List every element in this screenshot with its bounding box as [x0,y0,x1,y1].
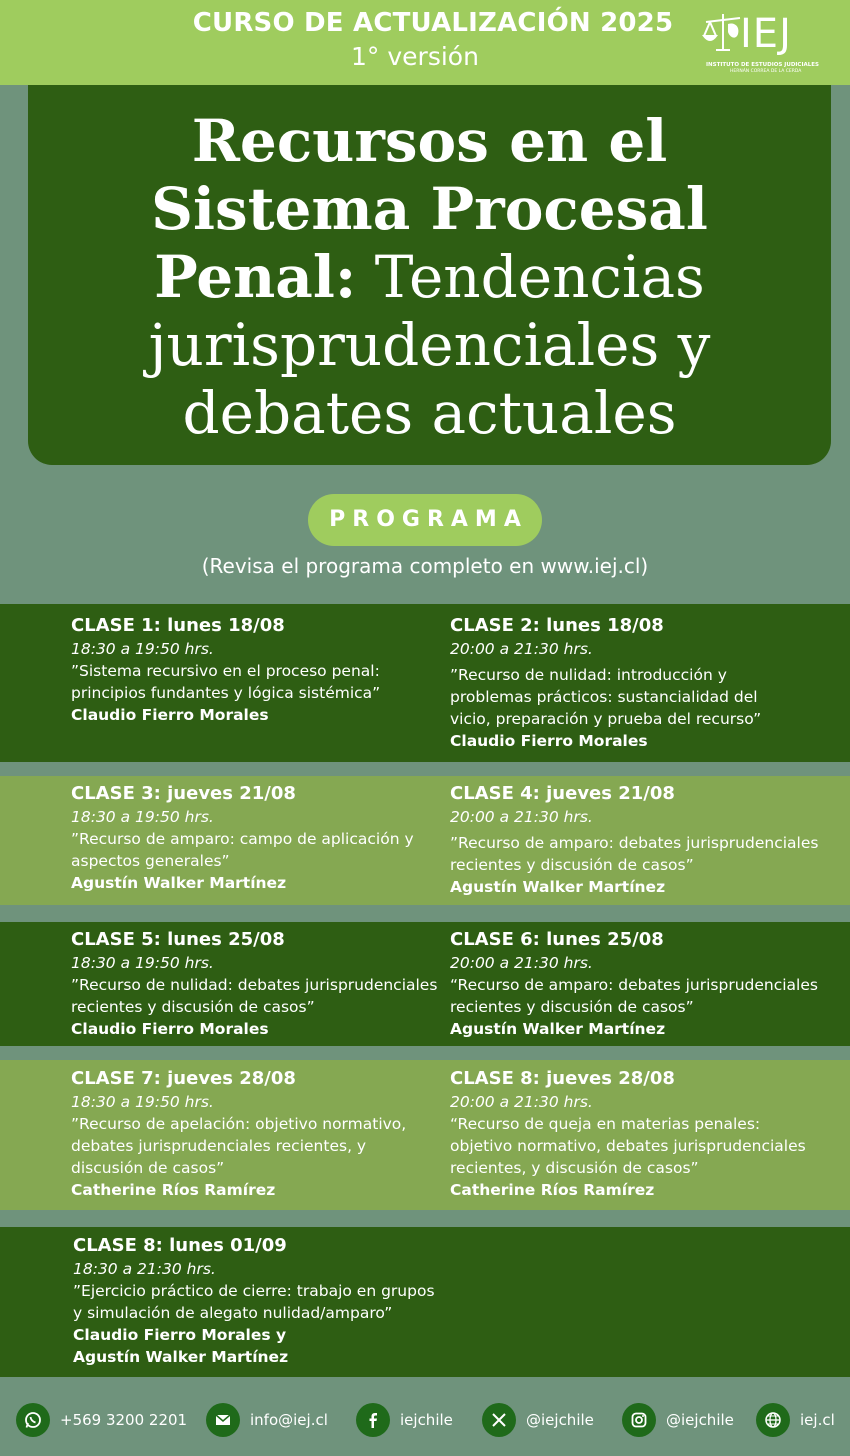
facebook-icon [356,1403,390,1437]
class-entry [71,614,441,726]
whatsapp-number: +569 3200 2201 [60,1411,188,1429]
class-entry [450,614,845,752]
email-address: info@iej.cl [250,1411,328,1429]
website-contact[interactable] [756,1390,835,1450]
class-entry [450,1067,845,1201]
class-description: ”Recurso de nulidad: introducción y problemas prácticos: sustancialidad del vicio, preparación y prueba del recurso” [450,666,762,728]
class-time: 20:00 a 21:30 hrs. [450,1093,593,1111]
hero-title-block [28,85,831,465]
programa-badge: PROGRAMA [308,494,542,546]
class-speaker: Catherine Ríos Ramírez [450,1181,655,1199]
class-time: 20:00 a 21:30 hrs. [450,640,593,658]
class-entry [450,928,845,1040]
title-line-2: Sistema Procesal [151,175,708,243]
program-link-note: (Revisa el programa completo en www.iej.cl) [201,554,649,578]
class-speaker: Agustín Walker Martínez [71,874,287,892]
class-entry [71,928,441,1040]
class-heading: CLASE 3: jueves 21/08 [71,783,296,804]
instagram-handle: @iejchile [666,1411,734,1429]
facebook-handle: iejchile [400,1411,453,1429]
whatsapp-contact[interactable] [16,1390,187,1450]
class-speaker: Claudio Fierro Morales [450,732,648,750]
class-description: ”Recurso de apelación: objetivo normativo, debates jurisprudenciales recientes, y discusión de casos” [71,1115,407,1177]
globe-icon [756,1403,790,1437]
class-entry [450,782,845,898]
whatsapp-icon [16,1403,50,1437]
facebook-contact[interactable] [356,1390,453,1450]
class-description: ”Ejercicio práctico de cierre: trabajo en grupos y simulación de alegato nulidad/amparo” [73,1282,435,1322]
class-heading: CLASE 8: jueves 28/08 [450,1068,675,1089]
title-line-1: Recursos en el [191,107,668,175]
class-entry [71,1067,441,1201]
title-line-5: debates actuales [182,379,677,447]
class-time: 20:00 a 21:30 hrs. [450,954,593,972]
class-description: ”Recurso de nulidad: debates jurisprudenciales recientes y discusión de casos” [71,976,438,1016]
class-description: “Recurso de amparo: debates jurisprudenciales recientes y discusión de casos” [450,976,818,1016]
class-time: 18:30 a 19:50 hrs. [71,1093,214,1111]
class-heading: CLASE 7: jueves 28/08 [71,1068,296,1089]
class-speaker: Catherine Ríos Ramírez [71,1181,276,1199]
title-line-3-rest: Tendencias [356,243,705,311]
logo-dedication: HERNÁN CORREA DE LA CERDA [730,69,802,74]
contact-footer [0,1390,850,1450]
page-title [28,107,831,447]
x-contact[interactable] [482,1390,594,1450]
class-speaker: Claudio Fierro Morales [71,706,269,724]
class-heading: CLASE 1: lunes 18/08 [71,615,285,636]
mail-icon [206,1403,240,1437]
course-title: CURSO DE ACTUALIZACIÓN 2025 [192,8,674,38]
class-time: 18:30 a 19:50 hrs. [71,640,214,658]
instagram-icon [622,1403,656,1437]
class-description: ”Recurso de amparo: campo de aplicación y aspectos generales” [71,830,414,870]
class-entry [71,782,441,894]
course-version: 1° versión [351,42,479,71]
class-speaker: Claudio Fierro Morales y Agustín Walker Martínez [73,1326,289,1366]
class-heading: CLASE 5: lunes 25/08 [71,929,285,950]
class-description: “Recurso de queja en materias penales: objetivo normativo, debates jurisprudenciales recientes, y discusión de casos” [450,1115,806,1177]
class-heading: CLASE 6: lunes 25/08 [450,929,664,950]
class-entry [73,1234,473,1368]
website-url: iej.cl [800,1411,835,1429]
top-banner [0,0,850,85]
instagram-contact[interactable] [622,1390,734,1450]
title-line-4: jurisprudenciales y [148,311,711,379]
class-heading: CLASE 8: lunes 01/09 [73,1235,287,1256]
class-heading: CLASE 2: lunes 18/08 [450,615,664,636]
logo-wordmark: IEJ [740,11,792,57]
class-description: ”Sistema recursivo en el proceso penal: principios fundantes y lógica sistémica” [71,662,381,702]
x-icon [482,1403,516,1437]
class-time: 20:00 a 21:30 hrs. [450,808,593,826]
iej-logo [700,10,819,78]
class-speaker: Claudio Fierro Morales [71,1020,269,1038]
class-speaker: Agustín Walker Martínez [450,1020,666,1038]
x-handle: @iejchile [526,1411,594,1429]
class-time: 18:30 a 19:50 hrs. [71,808,214,826]
title-line-3-bold: Penal: [154,243,357,311]
class-description: ”Recurso de amparo: debates jurisprudenciales recientes y discusión de casos” [450,834,819,874]
class-time: 18:30 a 19:50 hrs. [71,954,214,972]
class-heading: CLASE 4: jueves 21/08 [450,783,675,804]
class-speaker: Agustín Walker Martínez [450,878,666,896]
class-time: 18:30 a 21:30 hrs. [73,1260,216,1278]
logo-institution-name: INSTITUTO DE ESTUDIOS JUDICIALES [706,62,819,68]
email-contact[interactable] [206,1390,328,1450]
